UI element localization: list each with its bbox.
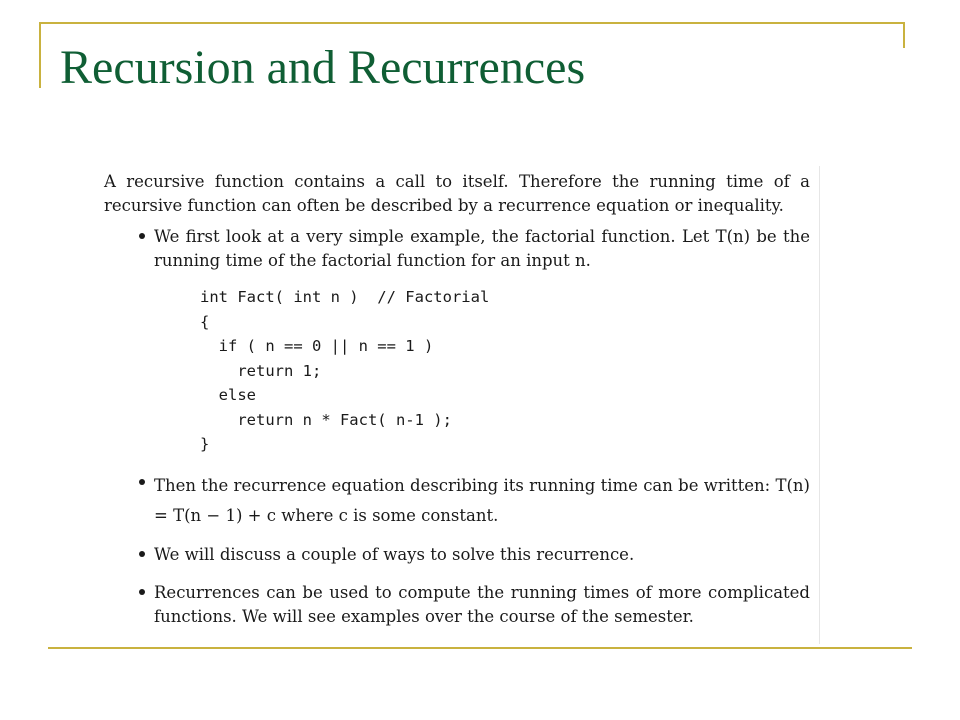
code-line: else bbox=[200, 386, 256, 404]
bullet-item bbox=[104, 225, 810, 273]
bullet-dot-icon bbox=[139, 589, 145, 595]
bullet-dot-icon bbox=[139, 479, 145, 485]
bullet-text: We will discuss a couple of ways to solve this recurrence. bbox=[154, 544, 635, 564]
bullet-item bbox=[104, 543, 810, 567]
code-line: if ( n == 0 || n == 1 ) bbox=[200, 337, 434, 355]
code-line: int Fact( int n ) // Factorial bbox=[200, 288, 490, 306]
top-rule bbox=[40, 22, 904, 24]
bullet-text: Recurrences can be used to compute the running times of more complicated functions. We will see examples over the course of the semester. bbox=[154, 582, 810, 626]
left-rule bbox=[39, 22, 41, 88]
right-rule bbox=[903, 22, 905, 48]
bullet-text: We first look at a very simple example, the factorial function. Let T(n) be the running time of the factorial function for an input n. bbox=[154, 227, 810, 270]
bullet-dot-icon bbox=[139, 233, 145, 239]
bullet-item bbox=[104, 471, 810, 531]
bullet-text: Then the recurrence equation describing its running time can be written: T(n) = T(n − 1) + c where c is some constant. bbox=[154, 475, 810, 525]
code-line: return n * Fact( n-1 ); bbox=[200, 410, 452, 429]
document-image bbox=[96, 166, 820, 644]
bullet-dot-icon bbox=[139, 551, 145, 557]
code-line: } bbox=[200, 435, 210, 453]
code-block bbox=[200, 285, 819, 457]
bullet-item bbox=[104, 581, 810, 629]
slide-title: Recursion and Recurrences bbox=[60, 41, 586, 94]
code-line: { bbox=[200, 312, 210, 331]
intro-paragraph: A recursive function contains a call to itself. Therefore the running time of a recursive function can often be described by a recurrence equation or inequality. bbox=[104, 172, 810, 215]
code-line: return 1; bbox=[200, 361, 322, 380]
bottom-rule bbox=[48, 647, 912, 649]
